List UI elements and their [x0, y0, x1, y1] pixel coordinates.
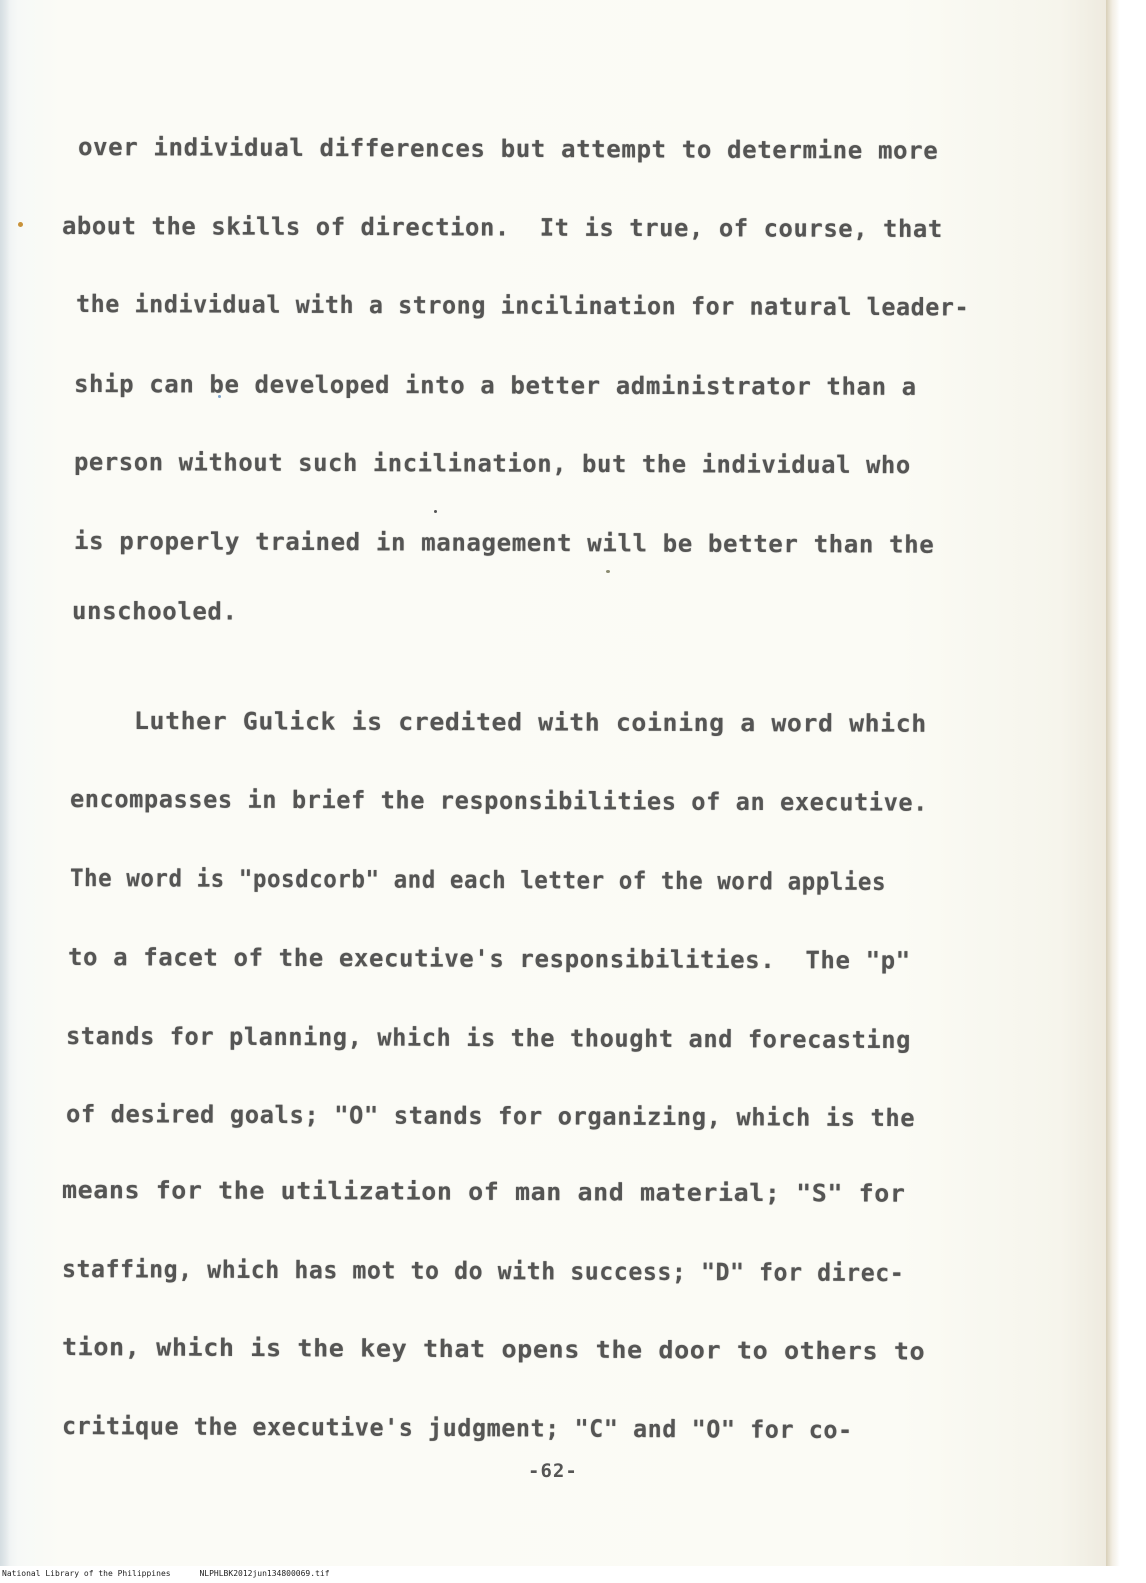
page-number: -62- — [528, 1460, 578, 1482]
body-line-8: Luther Gulick is credited with coining a word which — [133, 707, 927, 738]
ink-speck — [434, 510, 437, 513]
body-line-13: of desired goals; "O" stands for organizing, which is the — [65, 1100, 916, 1133]
paper-edge — [1106, 0, 1146, 1566]
ink-speck — [18, 222, 23, 227]
archive-caption: National Library of the Philippines NLPHLBK2012jun134800069.tif — [2, 1569, 330, 1578]
body-line-14: means for the utilization of man and material; "S" for — [61, 1176, 906, 1208]
body-line-15: staffing, which has mot to do with success; "D" for direc- — [61, 1255, 905, 1288]
body-line-5: person without such incilination, but the individual who — [73, 448, 911, 480]
body-line-16: tion, which is the key that opens the door to others to — [61, 1333, 926, 1366]
body-line-12: stands for planning, which is the thought and forecasting — [65, 1022, 912, 1055]
body-line-3: the individual with a strong incilination for natural leader- — [75, 290, 970, 322]
body-line-2: about the skills of direction. It is true, of course, that — [61, 212, 943, 244]
ink-speck — [606, 570, 610, 573]
body-line-7: unschooled. — [71, 597, 238, 626]
body-line-6: is properly trained in management will be better than the — [73, 527, 935, 559]
body-line-9: encompasses in brief the responsibilities of an executive. — [69, 785, 929, 817]
body-line-17: critique the executive's judgment; "C" and "O" for co- — [61, 1412, 853, 1445]
body-line-4: ship can be developed into a better administrator than a — [73, 370, 917, 401]
binding-shadow — [0, 0, 10, 1566]
body-line-1: over individual differences but attempt to determine more — [77, 133, 939, 165]
body-line-11: to a facet of the executive's responsibilities. The "p" — [67, 943, 911, 975]
body-line-10: The word is "posdcorb" and each letter of the word applies — [69, 864, 887, 896]
